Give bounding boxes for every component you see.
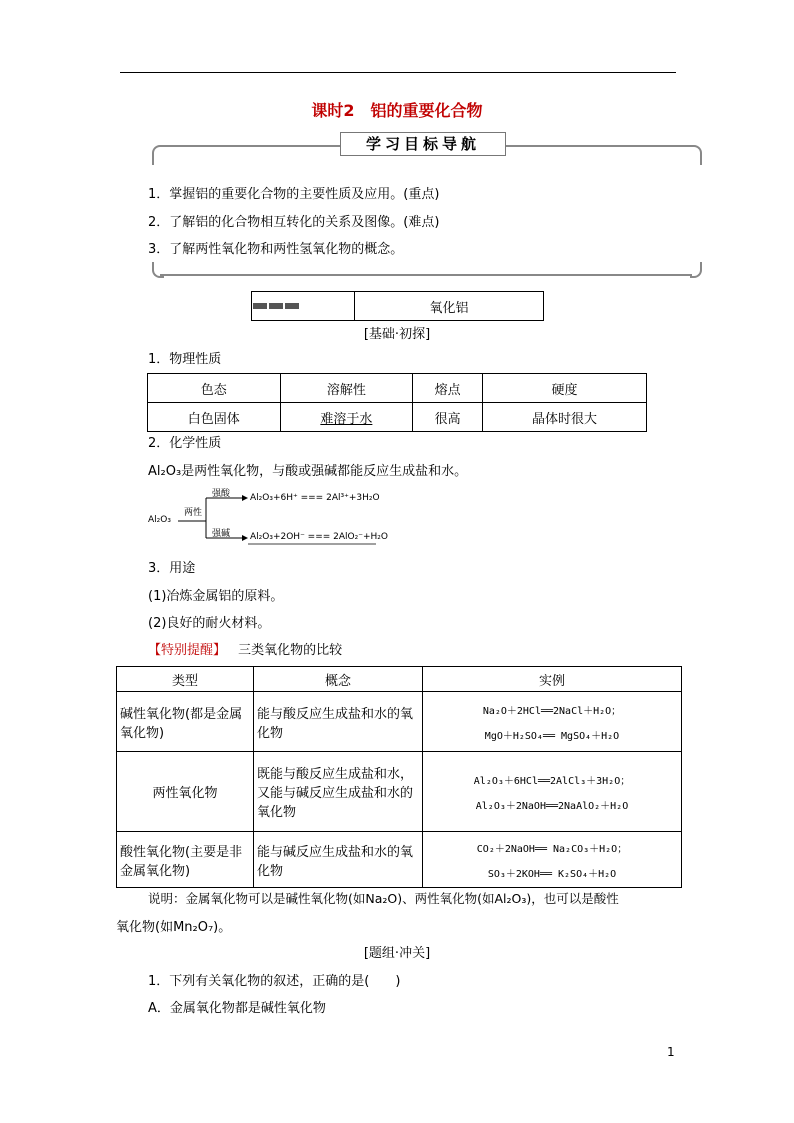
oxide-concept: 能与碱反应生成盐和水的氧化物	[254, 832, 423, 888]
section-name: 氧化铝	[355, 292, 544, 321]
example-equation: SO₃＋2KOH══ K₂SO₄＋H₂O	[487, 868, 617, 880]
oxide-type: 酸性氧化物(主要是非金属氧化物)	[117, 832, 254, 888]
physical-heading: 1．物理性质	[148, 352, 222, 367]
objective-item: 2．了解铝的化合物相互转化的关系及图像。(难点)	[148, 215, 440, 230]
table-header: 硬度	[483, 374, 647, 403]
uses-heading: 3．用途	[148, 561, 196, 576]
base-label: 强碱	[212, 529, 231, 539]
section-header-box	[251, 291, 544, 321]
table-cell: 白色固体	[148, 403, 281, 432]
example-equation: Al₂O₃＋6HCl══2AlCl₃＋3H₂O；	[473, 775, 631, 787]
practice-heading: [题组·冲关]	[363, 946, 431, 961]
oxide-examples	[423, 832, 682, 888]
table-header: 概念	[254, 667, 423, 692]
frame-corner	[690, 145, 702, 165]
objective-item: 1．掌握铝的重要化合物的主要性质及应用。(重点)	[148, 187, 440, 202]
table-header: 熔点	[413, 374, 483, 403]
chemical-statement: Al₂O₃是两性氧化物，与酸或强碱都能反应生成盐和水。	[148, 464, 468, 479]
table-cell: 晶体时很大	[483, 403, 647, 432]
acid-equation: Al₂O₃+6H⁺ === 2Al³⁺+3H₂O	[250, 493, 380, 503]
base-equation: Al₂O₃+2OH⁻ === 2AlO₂⁻+H₂O	[250, 532, 388, 542]
example-equation: CO₂＋2NaOH══ Na₂CO₃＋H₂O；	[476, 843, 628, 855]
example-equation: Na₂O＋2HCl══2NaCl＋H₂O；	[482, 705, 622, 717]
header-rule	[120, 72, 676, 73]
note-line: 氧化物(如Mn₂O₇)。	[116, 920, 232, 935]
reaction-diagram	[148, 486, 388, 548]
table-header: 类型	[117, 667, 254, 692]
table-cell: 难溶于水	[280, 403, 413, 432]
tip-label: 【特别提醒】	[148, 643, 227, 658]
page-number: 1	[667, 1045, 675, 1059]
objectives-banner: 学习目标导航	[340, 132, 506, 156]
oxide-comparison-table	[116, 666, 682, 888]
table-cell: 很高	[413, 403, 483, 432]
acid-label: 强酸	[212, 489, 231, 499]
tip-text: 三类氧化物的比较	[238, 643, 343, 658]
note-line: 说明：金属氧化物可以是碱性氧化物(如Na₂O)、两性氧化物(如Al₂O₃)，也可以是酸性	[148, 891, 619, 906]
question: 1．下列有关氧化物的叙述，正确的是( )	[148, 974, 401, 989]
frame-corner	[152, 145, 164, 165]
banner-rule-right	[504, 145, 692, 147]
example-equation: MgO＋H₂SO₄══ MgSO₄＋H₂O	[484, 730, 620, 742]
table-header: 实例	[423, 667, 682, 692]
use-item: (2)良好的耐火材料。	[148, 616, 271, 631]
section-subheading: [基础·初探]	[363, 327, 431, 342]
table-header: 色态	[148, 374, 281, 403]
oxide-type: 碱性氧化物(都是金属氧化物)	[117, 692, 254, 752]
tip-line	[148, 639, 342, 658]
section-badge	[252, 292, 355, 321]
diagram-mid-label: 两性	[184, 508, 203, 518]
oxide-concept: 能与酸反应生成盐和水的氧化物	[254, 692, 423, 752]
objective-item: 3．了解两性氧化物和两性氢氧化物的概念。	[148, 242, 404, 257]
lesson-title: 课时2 铝的重要化合物	[311, 101, 483, 120]
oxide-type: 两性氧化物	[117, 752, 254, 832]
example-equation: Al₂O₃＋2NaOH══2NaAlO₂＋H₂O	[475, 800, 629, 812]
answer-option: A．金属氧化物都是碱性氧化物	[148, 1001, 326, 1016]
physical-properties-table	[147, 373, 647, 432]
oxide-examples	[423, 752, 682, 832]
frame-bottom-rule	[160, 274, 692, 276]
use-item: (1)冶炼金属铝的原料。	[148, 589, 284, 604]
diagram-root: Al₂O₃	[148, 515, 171, 525]
oxide-concept: 既能与酸反应生成盐和水，又能与碱反应生成盐和水的氧化物	[254, 752, 423, 832]
table-header: 溶解性	[280, 374, 413, 403]
oxide-examples	[423, 692, 682, 752]
chemical-heading: 2．化学性质	[148, 436, 222, 451]
banner-rule-left	[160, 145, 340, 147]
